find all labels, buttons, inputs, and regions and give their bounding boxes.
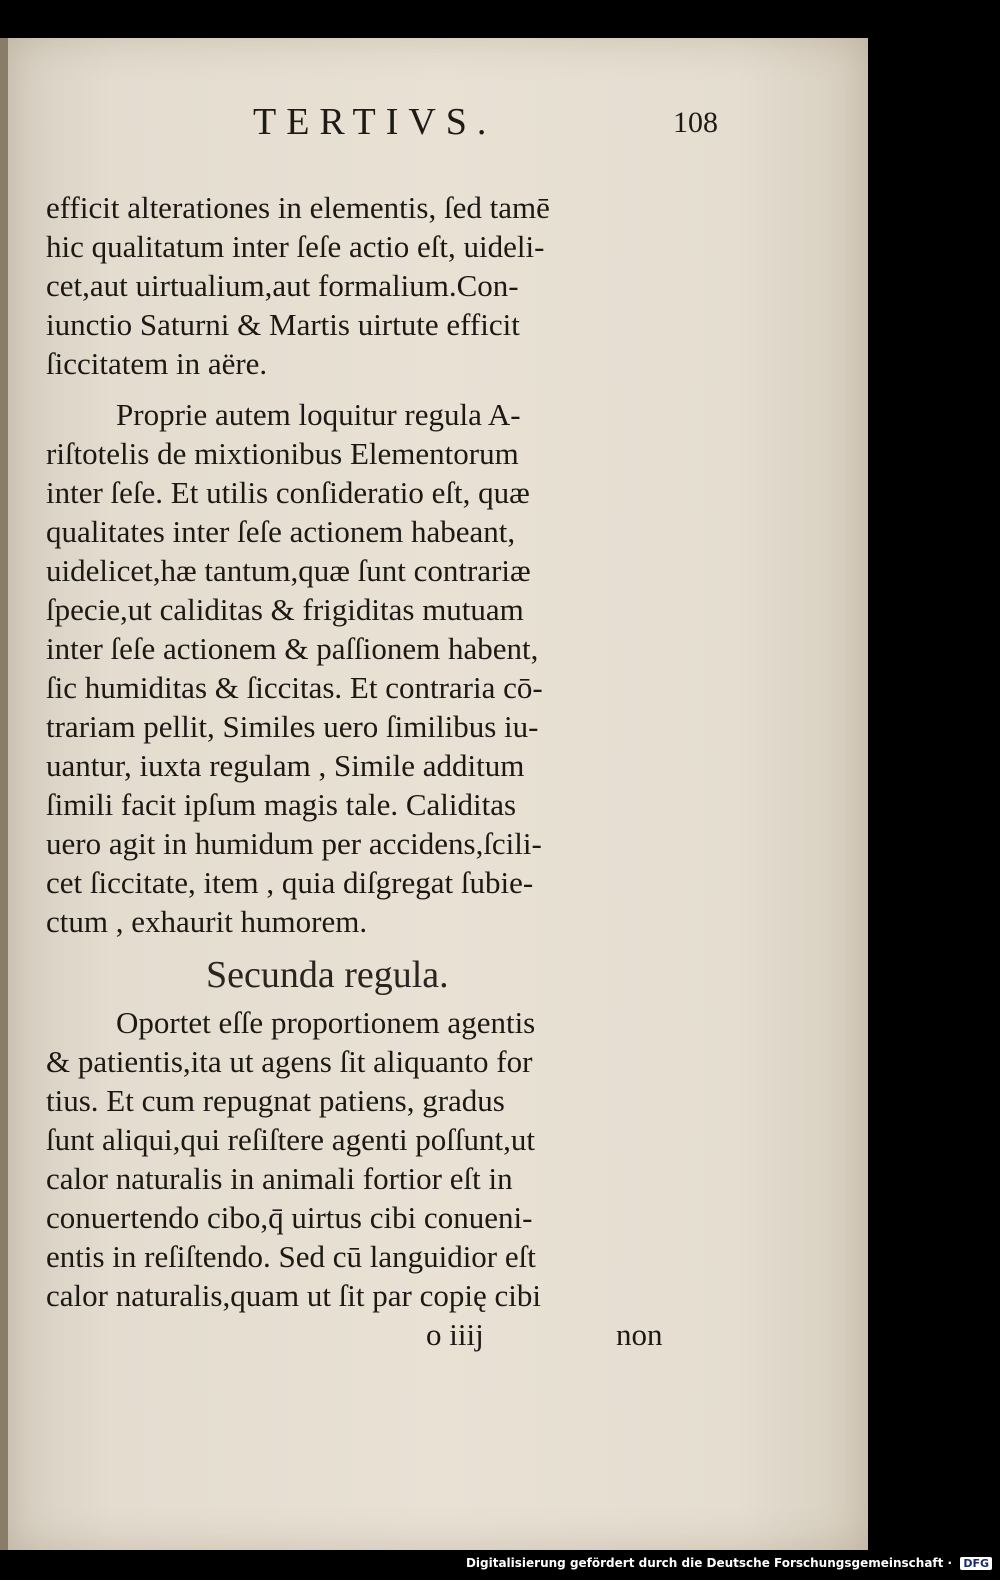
text-line: ſiccitatem in aëre. xyxy=(46,346,268,381)
text-line: ctum , exhaurit humorem. xyxy=(46,904,368,939)
text-line: ſimili facit ipſum magis tale. Caliditas xyxy=(46,787,517,822)
text-line: inter ſeſe. Et utilis conſideratio eſt, quæ xyxy=(46,475,530,510)
text-line: riſtotelis de mixtionibus Elementorum xyxy=(46,436,519,471)
paragraph-2 xyxy=(46,395,686,941)
text-line: iunctio Saturni & Martis uirtute efficit xyxy=(46,307,520,342)
folio-number: 108 xyxy=(673,106,718,139)
credit-text: Digitalisierung gefördert durch die Deutsche Forschungsgemeinschaft · xyxy=(465,1556,953,1570)
text-line: cet,aut uirtualium,aut formalium.Con- xyxy=(46,268,519,303)
text-line: inter ſeſe actionem & paſſionem habent, xyxy=(46,631,539,666)
text-line: entis in reſiſtendo. Sed cū languidior eſt xyxy=(46,1239,536,1274)
signature-line xyxy=(46,1315,686,1355)
text-line: cet ſiccitate, item , quia diſgregat ſubie- xyxy=(46,865,534,900)
text-line: calor naturalis,quam ut ſit par copię cibi xyxy=(46,1278,541,1313)
text-line: uantur, iuxta regulam , Simile additum xyxy=(46,748,525,783)
text-line: conuertendo cibo,q̄ uirtus cibi conueni- xyxy=(46,1200,533,1235)
text-line: calor naturalis in animali fortior eſt in xyxy=(46,1161,513,1196)
text-line: efficit alterationes in elementis, ſed tamē xyxy=(46,190,550,225)
running-head-title: TERTIVS. xyxy=(253,101,497,143)
digitization-credit xyxy=(466,1556,992,1576)
text-line: trariam pellit, Similes uero ſimilibus iu- xyxy=(46,709,539,744)
text-block xyxy=(46,188,686,1355)
section-heading: Secunda regula. xyxy=(206,954,449,996)
signature-mark: o iiij xyxy=(426,1317,484,1352)
book-page xyxy=(8,38,868,1550)
text-line: ſunt aliqui,qui reſiſtere agenti poſſunt,ut xyxy=(46,1122,536,1157)
text-line: hic qualitatum inter ſeſe actio eſt, uideli- xyxy=(46,229,545,264)
text-line: Oportet eſſe proportionem agentis xyxy=(116,1005,536,1040)
paragraph-3 xyxy=(46,1003,686,1315)
text-line: ſic humiditas & ſiccitas. Et contraria cō- xyxy=(46,670,543,705)
catchword: non xyxy=(616,1317,663,1352)
running-head xyxy=(8,100,868,150)
paragraph-1 xyxy=(46,188,686,383)
text-line: uero agit in humidum per accidens,ſcili- xyxy=(46,826,542,861)
text-line: uidelicet,hæ tantum,quæ ſunt contrariæ xyxy=(46,553,531,588)
text-line: ſpecie,ut caliditas & frigiditas mutuam xyxy=(46,592,524,627)
dfg-logo: DFG xyxy=(960,1557,992,1570)
text-line: Proprie autem loquitur regula A- xyxy=(116,397,521,432)
text-line: tius. Et cum repugnat patiens, gradus xyxy=(46,1083,505,1118)
text-line: qualitates inter ſeſe actionem habeant, xyxy=(46,514,516,549)
text-line: & patientis,ita ut agens ſit aliquanto for xyxy=(46,1044,533,1079)
